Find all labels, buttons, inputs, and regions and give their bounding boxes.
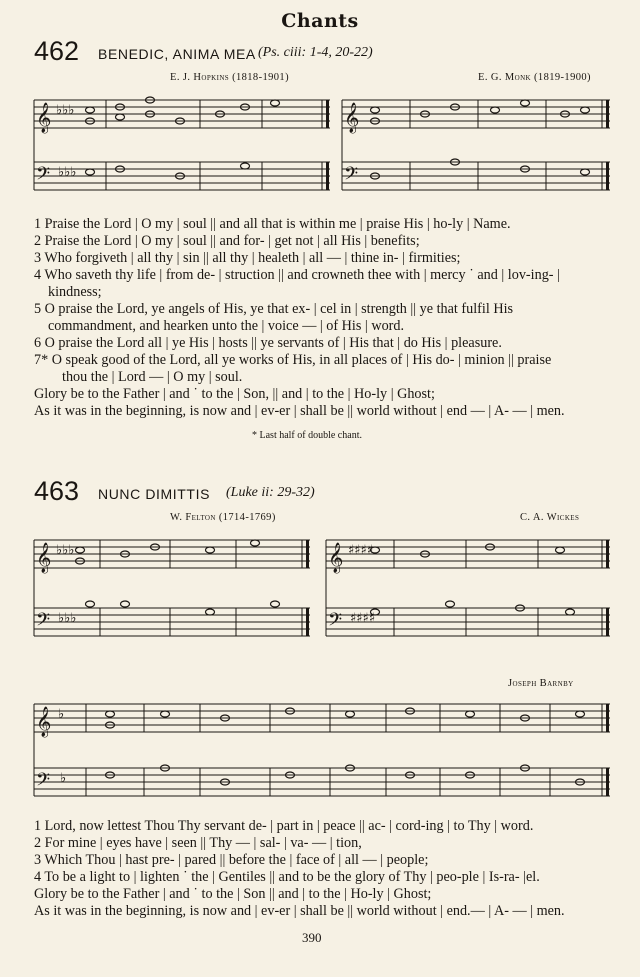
verse-line: 3 Which Thou | hast pre- | pared || before the | face of | all — | people; — [34, 852, 429, 868]
svg-text:♭: ♭ — [58, 707, 65, 722]
svg-text:♭♭♭: ♭♭♭ — [56, 543, 75, 558]
verse-line: 2 Praise the Lord | O my | soul || and for- | get not | all His | benefits; — [34, 233, 420, 249]
verse-line: 5 O praise the Lord, ye angels of His, ye that ex- | cel in | strength || ye that fulfil His — [34, 301, 514, 317]
svg-text:𝄢: 𝄢 — [344, 164, 359, 189]
music-score — [30, 90, 614, 205]
chant-title: NUNC DIMITTIS — [98, 486, 211, 502]
composer-credit: E. J. Hopkins (1818-1901) — [170, 72, 289, 83]
verse-line: As it was in the beginning, is now and | ev-er | shall be || world without | end — | A- — | men. — [34, 403, 565, 419]
verse-line: commandment, and hearken unto the | voice — | of His | word. — [48, 318, 405, 334]
verse-line: Glory be to the Father | and ˙ to the | Son || and | to the | Ho-ly | Ghost; — [34, 886, 432, 902]
svg-text:𝄢: 𝄢 — [36, 610, 51, 635]
svg-text:𝄞: 𝄞 — [344, 103, 360, 133]
verse-line: 4 Who saveth thy life | from de- | struction || and crowneth thee with | mercy ˙ and | lov-ing- | — [34, 267, 560, 283]
svg-text:♭: ♭ — [60, 771, 67, 786]
chant-number: 463 — [34, 476, 80, 506]
svg-text:𝄢: 𝄢 — [328, 610, 343, 635]
verse-line: kindness; — [48, 284, 102, 300]
page-header: Chants — [281, 10, 359, 32]
chant-number: 462 — [34, 36, 80, 66]
scripture-reference: (Ps. ciii: 1-4, 20-22) — [258, 45, 373, 60]
svg-text:𝄞: 𝄞 — [36, 543, 52, 573]
svg-text:♯♯♯♯: ♯♯♯♯ — [350, 611, 376, 626]
verse-line: As it was in the beginning, is now and | ev-er | shall be || world without | end.— | A- — | men. — [34, 903, 565, 919]
svg-text:♯♯♯♯: ♯♯♯♯ — [348, 543, 374, 558]
composer-credit: W. Felton (1714-1769) — [170, 512, 276, 523]
svg-text:𝄞: 𝄞 — [36, 707, 52, 737]
verse-line: 7* O speak good of the Lord, all ye works of His, in all places of | His do- | minion || praise — [34, 352, 552, 368]
verse-line: 1 Lord, now lettest Thou Thy servant de- | part in | peace || ac- | cord-ing | to Thy | word. — [34, 818, 534, 834]
svg-text:𝄢: 𝄢 — [36, 164, 51, 189]
svg-text:𝄢: 𝄢 — [36, 770, 51, 795]
verse-line: 6 O praise the Lord all | ye His | hosts || ye servants of | His that | do His | pleasure. — [34, 335, 502, 351]
svg-text:♭♭♭: ♭♭♭ — [58, 611, 77, 626]
composer-credit: C. A. Wickes — [520, 512, 580, 523]
verse-line: Glory be to the Father | and ˙ to the | Son, || and | to the | Ho-ly | Ghost; — [34, 386, 435, 402]
svg-text:♭♭♭: ♭♭♭ — [58, 165, 77, 180]
music-score — [30, 690, 614, 812]
verse-line: 3 Who forgiveth | all thy | sin || all thy | healeth | all — | thine in- | firmities; — [34, 250, 461, 266]
chant-title: BENEDIC, ANIMA MEA — [98, 46, 256, 62]
verse-line: 2 For mine | eyes have | seen || Thy — | sal- | va- — | tion, — [34, 835, 362, 851]
svg-text:♭♭♭: ♭♭♭ — [56, 103, 75, 118]
verse-line: 1 Praise the Lord | O my | soul || and all that is within me | praise His | ho-ly | Name. — [34, 216, 511, 232]
svg-text:𝄞: 𝄞 — [328, 543, 344, 573]
svg-text:𝄞: 𝄞 — [36, 103, 52, 133]
music-score — [30, 528, 614, 648]
composer-credit: Joseph Barnby — [508, 678, 574, 689]
scripture-reference: (Luke ii: 29-32) — [226, 485, 315, 500]
footnote: * Last half of double chant. — [252, 430, 362, 441]
verse-line: thou the | Lord — | O my | soul. — [62, 369, 243, 385]
page-number: 390 — [302, 930, 322, 945]
verse-line: 4 To be a light to | lighten ˙ the | Gentiles || and to be the glory of Thy | peo-ple | Is-ra- |el. — [34, 869, 540, 885]
composer-credit: E. G. Monk (1819-1900) — [478, 72, 591, 83]
